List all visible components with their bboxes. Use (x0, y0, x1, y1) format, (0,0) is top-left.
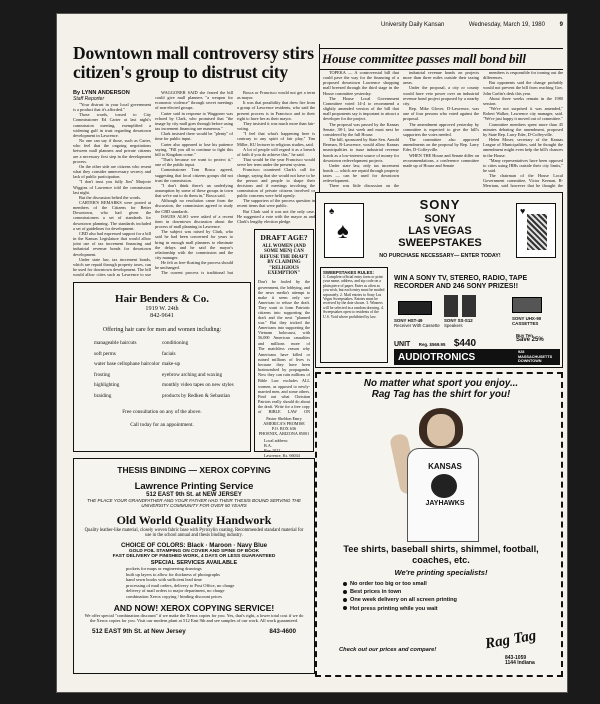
ace-of-spades-card (324, 203, 364, 258)
draft-ad-address: Pastor Sheldon Emry AMERICA'S PROMISE P.O. BOX 636 PHOENIX, ARIZONA 85001 (258, 416, 310, 437)
thesis-ad-colors: CHOICE OF COLORS: Black · Maroon · Navy Blue (120, 541, 268, 549)
rag-tag-compare: Check out our prices and compare! (339, 647, 437, 653)
page-header (57, 22, 567, 34)
thesis-ad-title: THESIS BINDING — XEROX COPYING (117, 465, 271, 475)
thesis-ad-tagline: THE PLACE YOUR GRANDFATHER AND YOUR FATHER HAD THEIR THESIS BOUND SERVING THE UNIVERSITY COMMUNITY FOR OVER 50 YEARS (87, 498, 301, 509)
draft-ad-body-3: Bible Law excludes ALL women, as opposed to newly-married men, and some others. Find out what Christian Patriots really should do about the draft. Write for a free copy of BIBLE LAW ON (258, 378, 310, 414)
audiotronics-address: 928 MASSACHUSETTS DOWNTOWN (518, 350, 553, 364)
thesis-ad-delivery: FAST DELIVERY OF FINISHED WORK, 4 DAYS OR LESS GUARANTEED (112, 554, 276, 560)
draft-ad-title: DRAFT AGE? (260, 233, 308, 242)
draft-ad-local-address: Local address: B.A. Box 1022 Lawrence, Ks. 66044 (264, 438, 300, 459)
card-suit-icon: ♥ (520, 206, 526, 216)
mall-story-byline-title: Staff Reporter (73, 96, 105, 102)
house-story-column-3: members is responsible for ironing out the differences. But opponents said the change probably would not prevent the bill from reaching Gov. John Carlin's desk this year. About three weeks remain in the 1980 session. "We're not surprised it was amended," Robert Walker, Lawrence city manager, said. "We're just happy it moved out of committee." Committee members spent more than 45 minutes debating the amendment, proposed by State Rep. Larry Eder, D-Coffeyville. Helen Moser, secretary of the Kansas League of Municipalities, said he thought the amendment might even help the bill's chances in the House. "Many representatives have been opposed to cities using IRBs outside their city limits," he said. The chairman of the House Local Government committee, Victor Keenan, R-Merriam, said however that he thought the (483, 70, 563, 188)
model-face (427, 414, 455, 446)
hair-benders-ad (73, 282, 251, 452)
mall-story-byline: By LYNN ANDERSON (73, 90, 130, 96)
sony-rules-box (320, 267, 388, 363)
shirt-text-kansas: KANSAS (428, 462, 462, 471)
sony-no-purchase: NO PURCHASE NECESSARY— ENTER TODAY! (379, 253, 501, 259)
hair-benders-services-right: conditioning facials make-up eyebrow arching and waxing monthly video tapes on new styles products by Redken & Sebastian (162, 340, 234, 399)
hair-benders-intro: Offering hair care for men and women including: (102, 327, 222, 333)
thesis-ad-special-services: SPECIAL SERVICES AVAILABLE (150, 560, 238, 566)
speaker-image (444, 295, 458, 317)
sony-product-1: SONY HST-49 Receiver With Cassette (394, 318, 440, 328)
thesis-ad-handwork: Old World Quality Handwork (116, 512, 272, 527)
card-suit-icon: ♠ (329, 206, 335, 217)
card-suit-icon: ♠ (337, 218, 349, 243)
rag-tag-shirt-types: Tee shirts, baseball shirts, shimmel, football, coaches, etc. (343, 544, 539, 565)
rag-tag-phone: 843-1059 (505, 655, 527, 661)
thesis-ad-footer-phone: 843-4600 (269, 628, 296, 636)
audiotronics-banner (394, 349, 560, 365)
house-story-column-1: TOPEKA — A controversial bill that could pave the way for the financing of a proposed downtown Lawrence shopping mall breezed through the third stage in the House committee yesterday. The House Local Government Committee voted 14-4 to recommend a slightly amended version of the bill that mall proponents say is important to attract a developer for the project. The proposal was passed by the Kansas Senate, 38-1, last week and must next be considered by the full House. The bill, sponsored by State Sen. Arnold Berman, R-Lawrence, would allow Kansas municipalities to issue industrial revenue bonds as a low-interest source of money for downtown redevelopment projects. Under state law, only tax increment bonds — which are repaid through property taxes — can be used for downtown redevelopment. There was little discussion on the (323, 70, 399, 188)
thesis-ad-xerox-text: We offer special "combination discount" if we make the Xerox copies for you. Yes, that's right, a lower total cost if we do the Xerox copies for you. Visit our modern plant at 512 East 9th and see samples of our work. All work guaranteed. (84, 612, 304, 623)
draft-ad-body-2: The matchless reason why Americans have killed or ruined millions of lives is because they have been brainwashed by propaganda. Now they can ruin millions of (258, 346, 310, 377)
sony-logo: SONY (419, 197, 461, 212)
speaker-image (462, 295, 476, 317)
sony-title: SONY LAS VEGAS SWEEPSTAKES (398, 213, 482, 249)
rag-tag-specialists: We're printing specialists! (394, 568, 488, 577)
publication-date: Wednesday, March 19, 1980 (468, 22, 545, 28)
page-number: 9 (559, 22, 563, 28)
sony-unit-price: UNIT Reg. $569.95 $440 (394, 338, 477, 349)
sony-rules-text: 1. Complete official entry form or print your name, address, and zip code on a plain piece of paper. Enter as often as you wish, but each entry must be mailed separately. 2. Mail entries to Sony Las Vegas Sweepstakes. Entries must be received by the date shown. 3. Winners will be selected in a random drawing. 4. Sweepstakes open to residents of the U.S. Void where prohibited by law. (323, 275, 385, 319)
mall-story-column-1: "Your distrust in your local government is a product that it's afforded." Those words, tossed to City Commissioner Ed Carter at last night's commission meeting, exemplified a widening gulf in trust regarding downtown development in Lawrence. No one can say if those, such as Carter, who feel that the ongoing negotiations between mall planners and private citizens are a necessary first step in the development process. On the other side are citizens who resent what they consider unnecessary secrecy and lack of public participation. "I don't trust you fully Jim" Marjorie Wiggins of Lawrence told the commission last night. But the discussion belied the words. CARTER'S REMARKS were posted at members of the Citizens for Better Downtown, who had given the commissioners a set of standards for downtown planning. The standards included a set of guidelines for development. CBD also had expressed support for a bill in the Kansas Legislature that would allow joint use of tax increment financing and industrial revenue bonds for downtown development. Under state law, tax increment bonds, which are repaid through property taxes, can be used for downtown development. The bill would allow cities such as Lawrence to use (73, 102, 151, 277)
draft-ad-subtitle: ALL WOMEN (AND SOME MEN) CAN REFUSE THE DRAFT BY CLAIMING "RELIGIOUS EXEMPTION" (260, 244, 308, 277)
thesis-binding-ad (73, 458, 315, 674)
sony-product-2: SONY SS-S12 Speakers (444, 318, 473, 328)
sony-buy-ten: Buy Ten Save 25% (516, 333, 544, 343)
rag-tag-address: 1144 Indiana (505, 660, 535, 666)
sony-product-3: SONY UHX-90 CASSETTES (512, 316, 542, 326)
thesis-ad-footer (82, 628, 306, 635)
publication-name: University Daily Kansan (381, 22, 445, 28)
hair-benders-consultation: Free consultation on any of the above. (122, 409, 202, 415)
thesis-ad-company: Lawrence Printing Service (134, 481, 254, 492)
hair-benders-address: 1919 W. 24th (145, 305, 179, 312)
draft-age-ad (254, 229, 314, 459)
sony-rules-title: SWEEPSTAKES RULES: (323, 270, 374, 275)
hair-benders-call: Call today for an appointment. (130, 422, 194, 428)
thesis-ad-xerox-headline: AND NOW! XEROX COPYING SERVICE! (113, 602, 275, 613)
thesis-ad-footer-address: 512 EAST 9th St. at New Jersey (92, 628, 186, 636)
thesis-ad-handwork-text: Quality leather-like material, closely woven fabric base with Pyroxylin coating. Recommended standard material for use in the school annual and thesis binding industry. (84, 527, 304, 539)
rag-tag-ad (315, 372, 563, 677)
hair-benders-phone: 842-9641 (150, 312, 174, 319)
hair-benders-services-left: manageable haircuts soft perms water base cellophane haircolor frosting highlighting braiding (94, 340, 160, 399)
audiotronics-name: AUDIOTRONICS (398, 351, 476, 363)
face-card (516, 203, 556, 258)
rag-tag-logo: Rag Tag (483, 627, 538, 653)
newspaper-page (57, 14, 567, 692)
thesis-ad-address: 512 EAST 9th St. at NEW JERSEY (146, 492, 242, 498)
thesis-ad-services-list: pockets for maps or engineering drawings built up layers to allow for thickness of photographs hand sewn books with sufficient lead time processing of mail orders, delivery to Post Office, no charge delivery of mail orders to major department, no charge combination Xerox copying / binding discount prices (126, 566, 235, 599)
receiver-image (398, 301, 432, 315)
hair-benders-title: Hair Benders & Co. (115, 293, 209, 305)
house-story-headline: House committee passes mall bond bill (319, 48, 563, 70)
jayhawk-mascot-icon (431, 474, 457, 498)
mall-story-column-3: Bosca or Francisco would not get a term as mayor. It was that possibility that drew fire from a group of Lawrence residents, who said the present process is in Francisco and to their right to have her as their mayor. They insisted it was much more than fair-voting. "I feel that what's happening here is contrary to any spirit of fair play," Tim Miller, KU lecturer in religious studies, said. A lot of people will regard it as a breach of faith if you do achieve this," he said. That would be the year Francisco would serve her term under the present system. Francisco countered Clark's call for change, saying that she would not have to be the person and people to shape their decisions and if meetings involving the commission of private citizens involved or public concerns were held openly. The supporters of the process question in recent items that were public. But Clark said it was not the only case. He suggested a vote with the mayor as and Clark's lengthy election pledge. (237, 90, 315, 224)
sony-sweepstakes-ad (315, 192, 563, 368)
cassettes-image (512, 297, 542, 313)
model-photo (377, 404, 507, 542)
thesis-ad-gold-foil: GOLD FOIL STAMPING ON COVER AND SPINE OF BOOK (128, 548, 260, 554)
rag-tag-features: No order too big or too small Best prices in town One week delivery on all screen printing Hot press printing while you wait (343, 580, 553, 613)
mall-story-headline: Downtown mall controversy stirs citizen's group to distrust city (73, 43, 314, 82)
rag-tag-headline: No matter what sport you enjoy... Rag Tag has the shirt for you! (363, 378, 519, 400)
house-story-column-2: industrial revenue bonds on projects more than three miles outside their taxing areas. Under the proposal, a city or county would have veto power over an industrial revenue bond project proposed by a nearby city. Rep. Mike Glover, D-Lawrence, was one of four persons who voted against the proposal. The amendment approved yesterday by committee is expected to give the bill's supporters the votes needed. The committee also approved amendments on the proposal by Rep. Larry Eder, D-Coffeyville. WHEN THE House and Senate differ on recommendations, a conference committee made up of House and Senate (403, 70, 479, 168)
rag-tag-contact (505, 656, 561, 666)
shirt-text-jayhawks: JAYHAWKS (425, 500, 465, 507)
mall-story-column-2: WAGGONER SAID she feared the bill could give mall planners "a weapon for economic violence" through secret meetings of non-elected groups. Carter said in response to Waggoner was echoed by Clark, who promised that "the image by city mall goes through before using tax increment financing are numerous." Clark insisted there would be "plenty" of time for public input. Carter also appeared to lose his patience saying, "Fill you all to continue to fight this bill to Kingdom come." "That's because we want to protect it," one of the public input. Commissioner Tom Bosca agreed, suggesting that local citizens groups did not trust the commission. "I don't think there's an underlying assumption by some of these groups in town that we're out to do them in," Bosca said. Although no resolution came from the discussion, the commission agreed to study the CBD standards. ISSUES ALSO were asked of a recent item in downtown discussion about the process of mall planning in Lawrence. The subject was raised by Clark, who said he had been concerned for years to bring in enough mall planners to eliminate the delays and he said the mayor's relationship with the commission and the city manager. He felt as free-floating the process should be unchanged. The current process is traditional but (155, 90, 233, 276)
card-figure-icon (527, 214, 547, 250)
sony-win-text: WIN A SONY TV, STEREO, RADIO, TAPE RECORDER AND 246 SONY PRIZES!! (394, 275, 528, 291)
draft-ad-body-1: Don't be fooled by the government, the lobbying, and the news media's attempt to make it seem only un-American to refuse the draft. They want to form Patriotic citizens into supporting the draft and the next "planned war." But they tricked the Americans into supporting the Vietnam holocaust, with 56,000 American casualties and millions more of (258, 279, 310, 346)
